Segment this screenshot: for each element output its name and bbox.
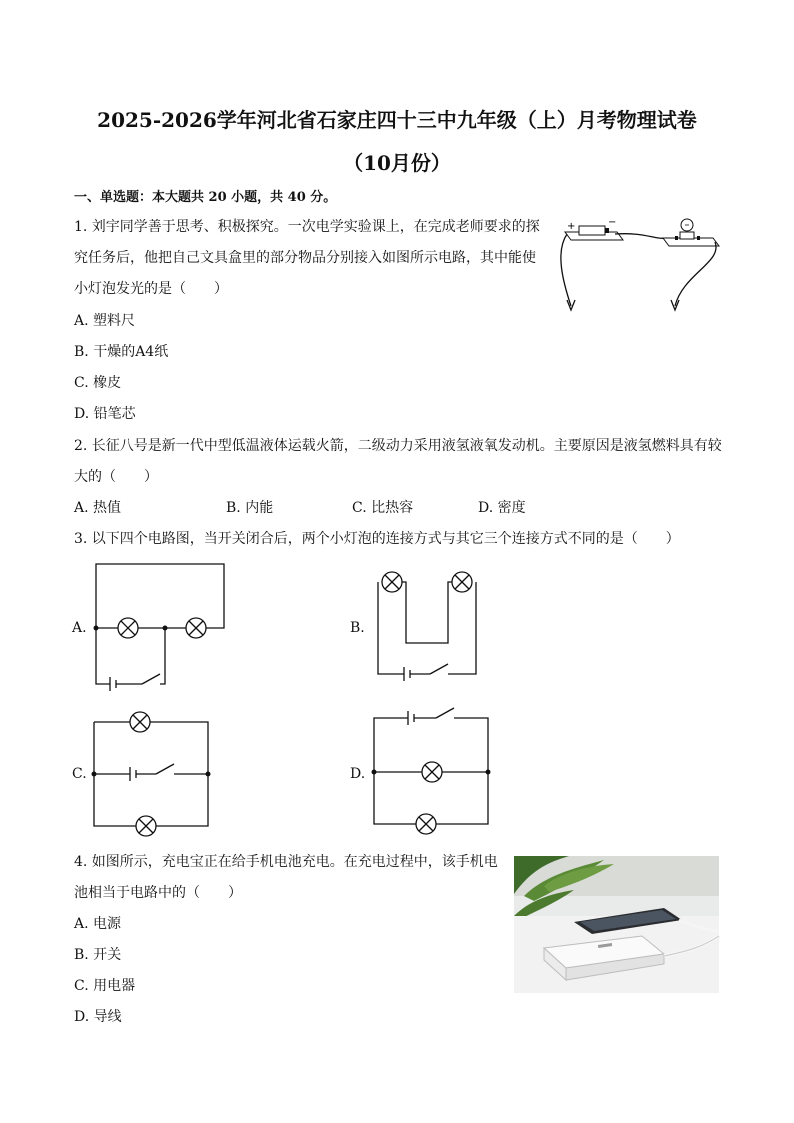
circuit-c (92, 712, 211, 836)
circuit-c-bulb-2 (136, 816, 156, 836)
q1-text-line3: 小灯泡发光的是（ ） (74, 281, 228, 297)
q1-text-line1: 1. 刘宇同学善于思考、积极探究。一次电学实验课上，在完成老师要求的探 (74, 219, 540, 235)
q2-text-line2: 大的（ ） (74, 469, 158, 485)
q1-option-a: A. 塑料尺 (74, 313, 136, 329)
page-title: 2025-2026学年河北省石家庄四十三中九年级（上）月考物理试卷 (97, 108, 697, 132)
q4-text-line2: 池相当于电路中的（ ） (74, 885, 242, 901)
q4-text-line1: 4. 如图所示，充电宝正在给手机电池充电。在充电过程中，该手机电 (74, 854, 498, 870)
circuit-a (94, 564, 225, 691)
page-subtitle: （10月份） (343, 151, 451, 175)
q3-label-b: B. (350, 620, 365, 636)
section-heading: 一、单选题：本大题共 20 小题，共 40 分。 (74, 190, 337, 205)
q4-option-c: C. 用电器 (74, 978, 136, 994)
q3-label-a: A. (72, 620, 87, 636)
q4-charging-photo (514, 856, 719, 993)
q2-option-d: D. 密度 (478, 500, 526, 516)
q4-option-a: A. 电源 (74, 916, 122, 932)
circuit-c-bulb-1 (130, 712, 150, 732)
circuit-a-bulb-2 (186, 618, 206, 638)
plus-sign: + (567, 221, 576, 232)
circuit-a-bulb-1 (118, 618, 138, 638)
circuit-d-bulb-2 (416, 814, 436, 834)
q2-text-line1: 2. 长征八号是新一代中型低温液体运载火箭，二级动力采用液氢液氧发动机。主要原因是液氢燃料具有较 (74, 438, 722, 454)
minus-sign: − (608, 217, 617, 228)
q1-option-b: B. 干燥的A4纸 (74, 344, 169, 360)
circuit-b-bulb-1 (382, 572, 402, 592)
q2-option-a: A. 热值 (74, 500, 122, 516)
q3-text: 3. 以下四个电路图，当开关闭合后，两个小灯泡的连接方式与其它三个连接方式不同的是（ ） (74, 531, 680, 547)
circuit-d-bulb-1 (422, 762, 442, 782)
q3-label-d: D. (350, 766, 366, 782)
circuit-b-bulb-2 (452, 572, 472, 592)
circuit-b (378, 572, 476, 681)
q2-option-b: B. 内能 (226, 500, 274, 516)
q1-option-d: D. 铅笔芯 (74, 406, 136, 422)
q3-label-c: C. (72, 766, 87, 782)
q4-option-b: B. 开关 (74, 947, 122, 963)
q1-option-c: C. 橡皮 (74, 375, 122, 391)
q2-option-c: C. 比热容 (352, 500, 414, 516)
q4-option-d: D. 导线 (74, 1009, 122, 1025)
circuit-d (372, 708, 491, 834)
q1-text-line2: 究任务后，他把自己文具盒里的部分物品分别接入如图所示电路，其中能使 (74, 250, 536, 266)
